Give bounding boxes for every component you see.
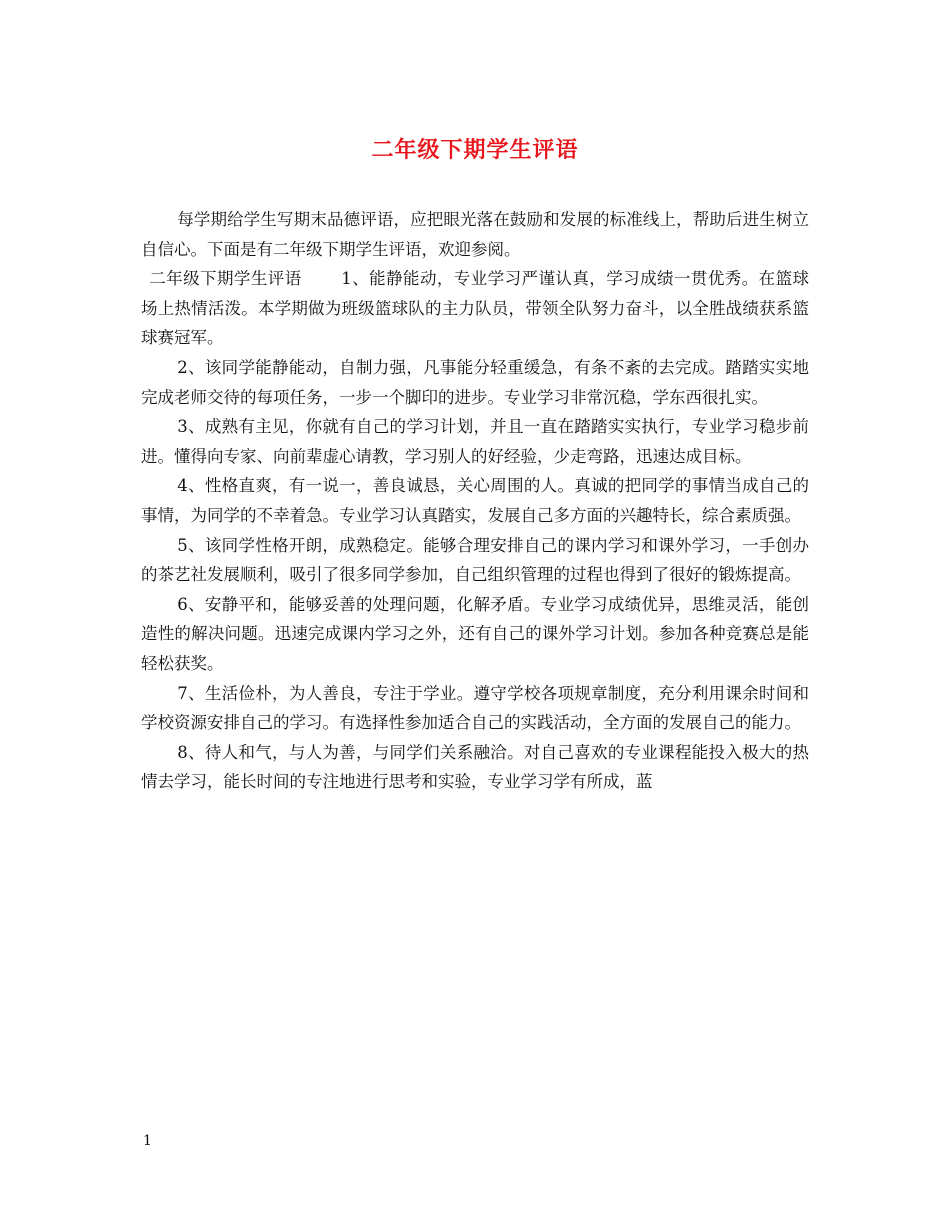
document-title: 二年级下期学生评语 (371, 137, 579, 163)
comment-paragraph-3: 3、成熟有主见，你就有自己的学习计划，并且一直在踏踏实实执行，专业学习稳步前进。懂得向专家、向前辈虚心请教，学习别人的好经验，少走弯路，迅速达成目标。 (141, 417, 809, 466)
comment-paragraph-7: 7、生活俭朴，为人善良，专注于学业。遵守学校各项规章制度，充分利用课余时间和学校资源安排自己的学习。有选择性参加适合自己的实践活动，全方面的发展自己的能力。 (141, 683, 809, 733)
intro-paragraph: 每学期给学生写期末品德评语，应把眼光落在鼓励和发展的标准线上，帮助后进生树立自信心。下面是有二年级下期学生评语，欢迎参阅。 (141, 210, 809, 259)
comment-text-1: 1、能静能动，专业学习严谨认真，学习成绩一贯优秀。在篮球场上热情活泼。本学期做为班级篮球队的主力队员，带领全队努力奋斗，以全胜战绩获系篮球赛冠军。 (141, 269, 810, 348)
page-number: 1 (143, 1133, 152, 1149)
document-body (141, 205, 809, 797)
section-subtitle: 二年级下期学生评语 (149, 269, 302, 289)
comment-paragraph-6: 6、安静平和，能够妥善的处理问题，化解矛盾。专业学习成绩优异，思维灵活，能创造性的解决问题。迅速完成课内学习之外，还有自己的课外学习计划。参加各种竞赛总是能轻松获奖。 (141, 594, 809, 673)
comment-paragraph-2: 2、该同学能静能动，自制力强，凡事能分轻重缓急，有条不紊的去完成。踏踏实实地完成老师交待的每项任务，一步一个脚印的进步。专业学习非常沉稳，学东西很扎实。 (141, 357, 809, 407)
comment-paragraph-1 (141, 264, 809, 353)
comment-paragraph-8: 8、待人和气，与人为善，与同学们关系融洽。对自己喜欢的专业课程能投入极大的热情去学习，能长时间的专注地进行思考和实验，专业学习学有所成，蓝 (141, 742, 809, 792)
comment-paragraph-4: 4、性格直爽，有一说一，善良诚恳，关心周围的人。真诚的把同学的事情当成自己的事情，为同学的不幸着急。专业学习认真踏实，发展自己多方面的兴趣特长，综合素质强。 (141, 476, 809, 525)
comment-paragraph-5: 5、该同学性格开朗，成熟稳定。能够合理安排自己的课内学习和课外学习，一手创办的茶艺社发展顺利，吸引了很多同学参加，自己组织管理的过程也得到了很好的锻炼提高。 (141, 535, 809, 585)
